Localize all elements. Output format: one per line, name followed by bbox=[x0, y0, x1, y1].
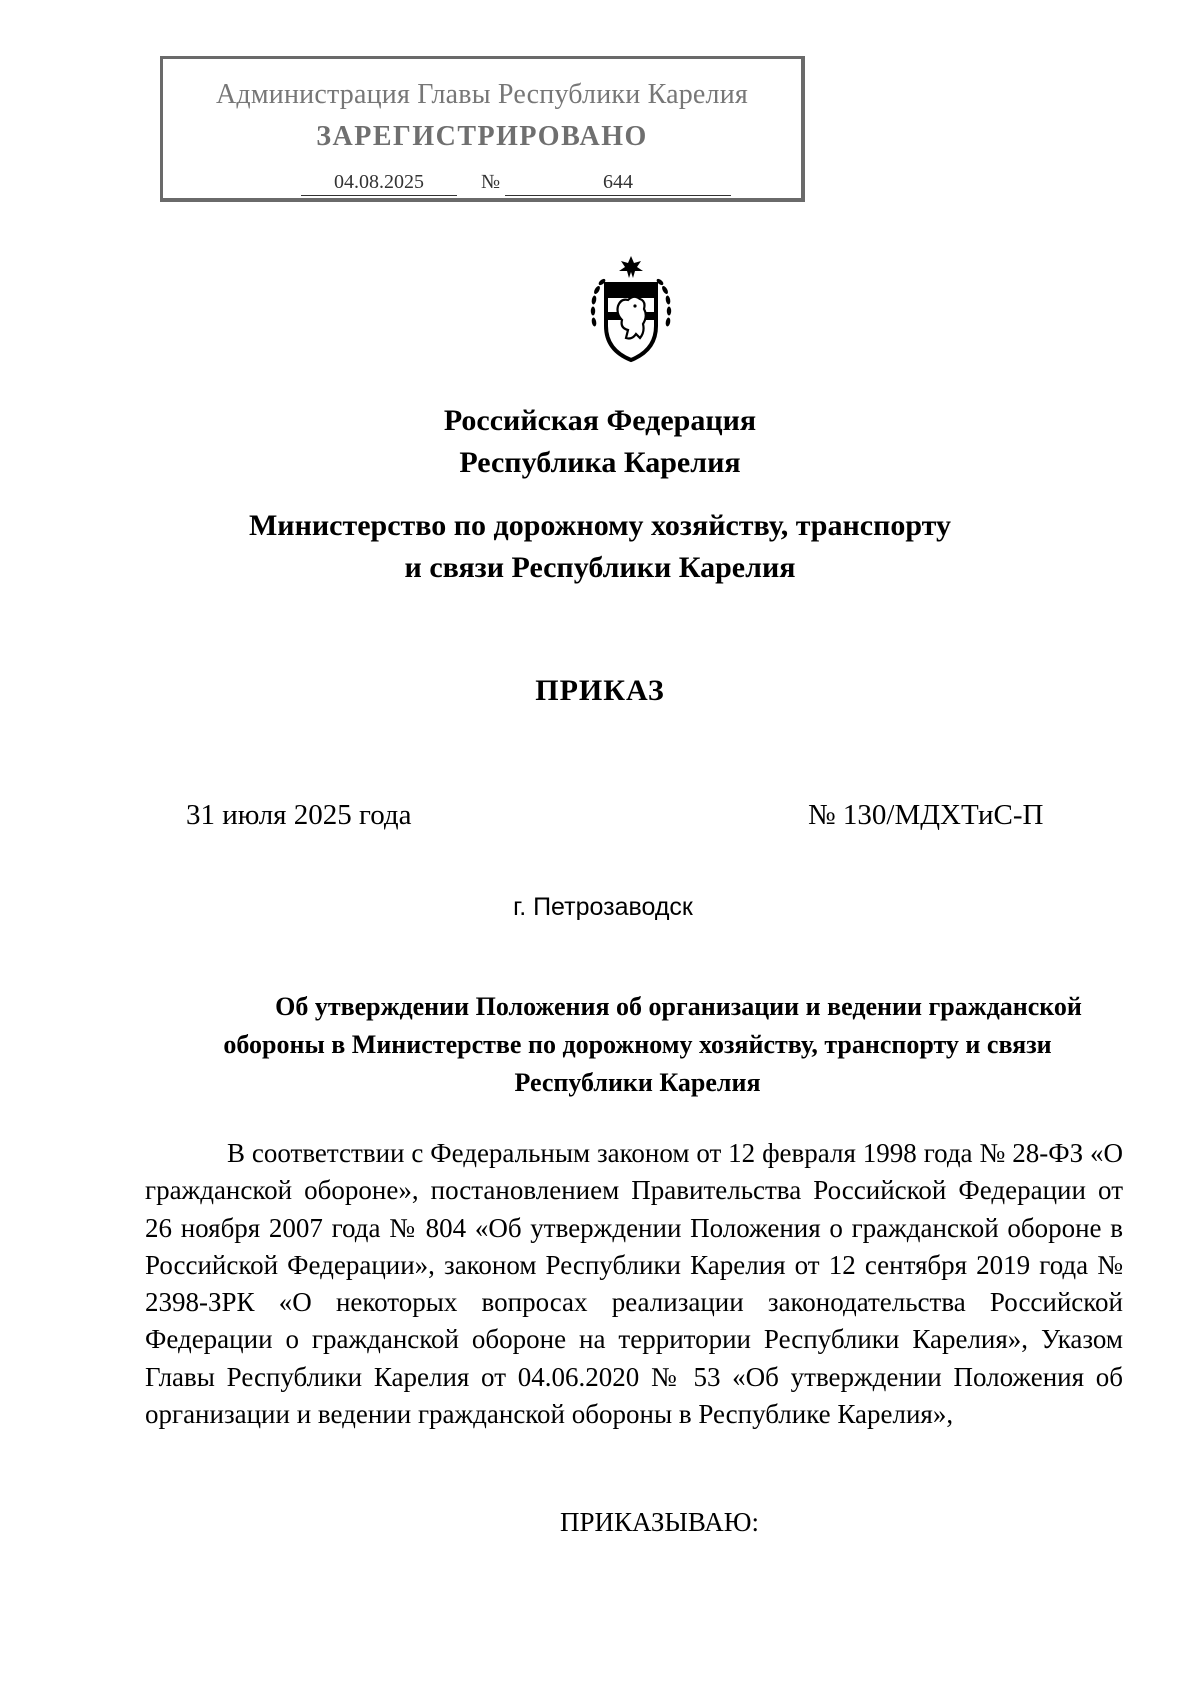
order-date: 31 июля 2025 года bbox=[186, 799, 412, 831]
decree-word: ПРИКАЗЫВАЮ: bbox=[560, 1507, 759, 1537]
stamp-status: ЗАРЕГИСТРИРОВАНО bbox=[316, 121, 648, 152]
header-country: Российская Федерация bbox=[443, 404, 757, 437]
order-number: № 130/МДХТиС-П bbox=[808, 799, 1044, 831]
subject-line-1: Об утверждении Положения об организации и ведении гражданской bbox=[275, 992, 1082, 1021]
stamp-number: 644 bbox=[505, 171, 731, 196]
stamp-organization: Администрация Главы Республики Карелия bbox=[216, 79, 748, 110]
order-subject bbox=[150, 988, 1125, 1102]
registration-stamp bbox=[160, 56, 805, 202]
header-republic: Республика Карелия bbox=[459, 446, 741, 479]
subject-line-2: обороны в Министерстве по дорожному хозяйству, транспорту и связи bbox=[223, 1030, 1052, 1059]
header-ministry-line1: Министерство по дорожному хозяйству, транспорту bbox=[248, 509, 952, 542]
order-title: ПРИКАЗ bbox=[535, 674, 665, 707]
subject-line-3: Республики Карелия bbox=[514, 1068, 761, 1097]
stamp-date: 04.08.2025 bbox=[301, 171, 457, 196]
stamp-number-label: № bbox=[481, 171, 501, 193]
header-ministry-line2: и связи Республики Карелия bbox=[404, 551, 796, 584]
order-city: г. Петрозаводск bbox=[513, 893, 693, 921]
coat-of-arms-karelia-icon bbox=[588, 254, 674, 364]
body-paragraph: В соответствии с Федеральным законом от 12 февраля 1998 года № 28-ФЗ «О гражданской обороне», постановлением Правительства Российской Федерации от 26 ноября 2007 года № 804 «Об утверждении Положения о гражданской обороне в Российской Федерации», законом Республики Карелия от 12 сентября 2019 года № 2398-ЗРК «О некоторых вопросах реализации законодательства Российской Федерации о гражданской обороне на территории Республики Карелия», Указом Главы Республики Карелия от 04.06.2020 № 53 «Об утверждении Положения об организации и ведении гражданской обороны в Республике Карелия», bbox=[145, 1138, 1123, 1430]
